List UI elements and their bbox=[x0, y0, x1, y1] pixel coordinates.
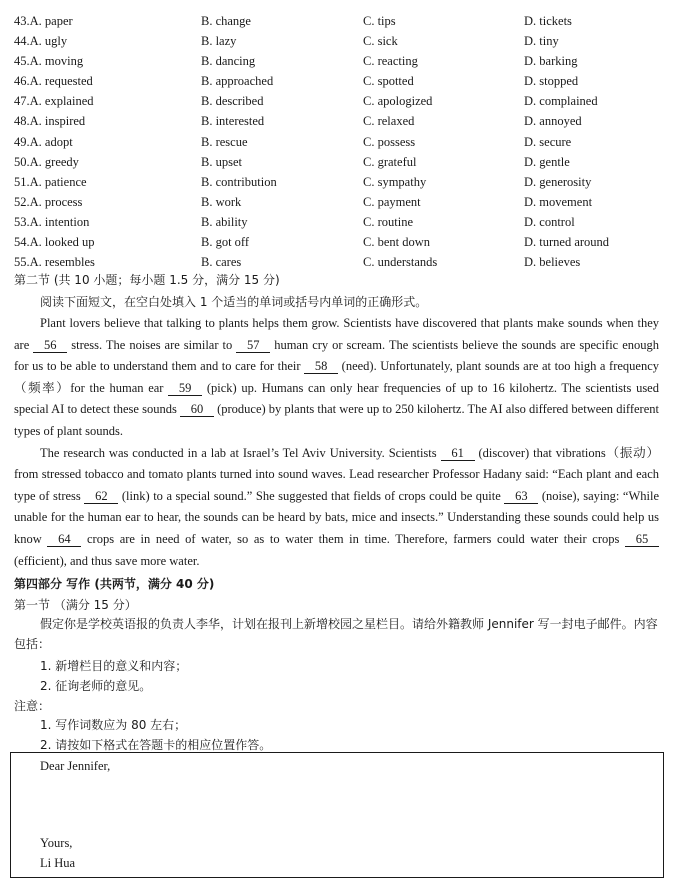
option-d: D. turned around bbox=[524, 235, 610, 250]
option-row bbox=[14, 51, 686, 71]
option-a: 53.A. intention bbox=[14, 214, 90, 229]
option-a: 46.A. requested bbox=[14, 74, 93, 89]
passage-text: (discover) that vibrations（振动）from stressed tobacco and tomato plants turned into sound waves. Lead researcher Professor Hadany said: “Each plant and each type of stress bbox=[14, 445, 659, 503]
letter-closing: Yours, bbox=[40, 836, 73, 850]
note-item-1: 1. 写作词数应为 80 左右； bbox=[40, 718, 187, 732]
blank-62: 62 bbox=[84, 489, 118, 504]
passage-text: (link) to a special sound.” She suggested that fields of crops could be quite bbox=[118, 488, 505, 503]
option-c: C. payment bbox=[363, 194, 421, 209]
option-b: B. contribution bbox=[201, 174, 277, 189]
option-a: 43.A. paper bbox=[14, 14, 73, 28]
option-row bbox=[14, 31, 686, 51]
option-d: D. stopped bbox=[524, 74, 579, 89]
option-b: B. cares bbox=[201, 255, 242, 270]
option-c: C. tips bbox=[363, 14, 396, 28]
passage-text: crops are in need of water, so as to water them in time. Therefore, farmers could water their crops bbox=[81, 531, 625, 546]
option-c: C. understands bbox=[363, 255, 438, 270]
blank-61: 61 bbox=[441, 446, 475, 461]
answer-box[interactable] bbox=[10, 752, 664, 878]
option-c: C. routine bbox=[363, 214, 413, 229]
option-c: C. sick bbox=[363, 34, 398, 49]
option-row bbox=[14, 132, 686, 152]
passage-text: (need). Unfortunately, plant sounds are at too high a frequency（频率）for the human ear bbox=[14, 359, 660, 395]
passage-text: (produce) by plants that were up to 250 kilohertz. The AI also differed between different types of plant sounds. bbox=[14, 402, 659, 438]
option-d: D. secure bbox=[524, 134, 572, 149]
option-row bbox=[14, 172, 686, 192]
blank-57: 57 bbox=[236, 338, 270, 353]
passage-text: (pick) up. Humans can only hear frequencies of up to 16 kilohertz. The scientists used special AI to detect these sounds bbox=[14, 380, 659, 417]
passage-paragraph-2 bbox=[14, 443, 659, 573]
blank-63: 63 bbox=[504, 489, 538, 504]
blank-64: 64 bbox=[47, 532, 81, 547]
passage-text: stress. The noises are similar to bbox=[67, 337, 237, 352]
blank-58: 58 bbox=[304, 359, 338, 374]
option-row bbox=[14, 232, 686, 252]
option-b: B. approached bbox=[201, 74, 274, 89]
note-item-2: 2. 请按如下格式在答题卡的相应位置作答。 bbox=[40, 738, 272, 752]
passage-text: The research was conducted in a lab at Israel’s Tel Aviv University. Scientists bbox=[40, 445, 441, 460]
part4-subheading: 第一节 （满分 15 分） bbox=[14, 598, 137, 612]
option-row bbox=[14, 11, 686, 31]
option-d: D. believes bbox=[524, 255, 581, 270]
part4-heading: 第四部分 写作 (共两节，满分 40 分) bbox=[14, 577, 215, 591]
prompt-item-1: 1. 新增栏目的意义和内容； bbox=[40, 659, 188, 673]
option-d: D. complained bbox=[524, 94, 598, 109]
option-c: C. reacting bbox=[363, 54, 418, 69]
blank-59: 59 bbox=[168, 381, 202, 396]
option-c: C. sympathy bbox=[363, 174, 427, 189]
option-a: 54.A. looked up bbox=[14, 235, 95, 250]
blank-65: 65 bbox=[625, 532, 659, 547]
option-b: B. interested bbox=[201, 114, 265, 129]
option-a: 44.A. ugly bbox=[14, 34, 68, 49]
option-a: 45.A. moving bbox=[14, 54, 84, 69]
option-row bbox=[14, 252, 686, 272]
passage bbox=[14, 313, 659, 572]
note-label: 注意： bbox=[14, 699, 51, 713]
option-row bbox=[14, 91, 686, 111]
cloze-options bbox=[14, 11, 686, 272]
option-d: D. generosity bbox=[524, 174, 592, 189]
option-b: B. dancing bbox=[201, 54, 256, 69]
option-c: C. apologized bbox=[363, 94, 433, 109]
option-b: B. got off bbox=[201, 235, 250, 250]
option-a: 51.A. patience bbox=[14, 174, 87, 189]
option-b: B. upset bbox=[201, 154, 242, 169]
option-c: C. possess bbox=[363, 134, 416, 149]
option-row bbox=[14, 111, 686, 131]
option-a: 55.A. resembles bbox=[14, 255, 95, 270]
letter-signature: Li Hua bbox=[40, 856, 76, 870]
prompt-item-2: 2. 征询老师的意见。 bbox=[40, 679, 152, 693]
option-row bbox=[14, 212, 686, 232]
option-c: C. bent down bbox=[363, 235, 431, 250]
option-b: B. lazy bbox=[201, 34, 237, 49]
passage-text: (efficient), and thus save more water. bbox=[14, 553, 200, 568]
blank-60: 60 bbox=[180, 402, 214, 417]
option-a: 48.A. inspired bbox=[14, 114, 86, 129]
option-a: 47.A. explained bbox=[14, 94, 94, 109]
option-b: B. work bbox=[201, 194, 242, 209]
passage-paragraph-1 bbox=[14, 313, 659, 443]
option-c: C. spotted bbox=[363, 74, 414, 89]
option-b: B. described bbox=[201, 94, 264, 109]
option-d: D. control bbox=[524, 214, 575, 229]
letter-greeting: Dear Jennifer, bbox=[40, 759, 111, 773]
passage-text: human cry or scream. The scientists believe the sounds are specific enough for us to be able to understand them and to care for their bbox=[14, 337, 660, 374]
option-d: D. barking bbox=[524, 54, 578, 69]
option-row bbox=[14, 192, 686, 212]
option-a: 52.A. process bbox=[14, 194, 83, 209]
option-row bbox=[14, 152, 686, 172]
passage-text: Plant lovers believe that talking to plants helps them grow. Scientists have discovered that plants make sounds when they are bbox=[14, 316, 659, 352]
section2-heading: 第二节 (共 10 小题；每小题 1.5 分，满分 15 分) bbox=[14, 273, 280, 287]
option-row bbox=[14, 71, 686, 91]
option-c: C. relaxed bbox=[363, 114, 415, 129]
option-c: C. grateful bbox=[363, 154, 417, 169]
blank-56: 56 bbox=[33, 338, 67, 353]
section2-instruction: 阅读下面短文，在空白处填入 1 个适当的单词或括号内单词的正确形式。 bbox=[40, 295, 428, 309]
writing-prompt: 假定你是学校英语报的负责人李华，计划在报刊上新增校园之星栏目。请给外籍教师 Jennifer 写一封电子邮件。内容包括： bbox=[14, 617, 658, 651]
passage-text: (noise), saying: “While unable for the human ear to hear, the sounds can be heard by bats, mice and insects.” Understanding these sounds could help us know bbox=[14, 488, 659, 546]
option-b: B. ability bbox=[201, 214, 248, 229]
option-b: B. rescue bbox=[201, 134, 248, 149]
option-d: D. annoyed bbox=[524, 114, 582, 129]
option-b: B. change bbox=[201, 14, 251, 28]
option-a: 49.A. adopt bbox=[14, 134, 73, 149]
option-a: 50.A. greedy bbox=[14, 154, 79, 169]
option-d: D. tiny bbox=[524, 34, 559, 49]
option-d: D. tickets bbox=[524, 14, 572, 28]
option-d: D. gentle bbox=[524, 154, 570, 169]
option-d: D. movement bbox=[524, 194, 593, 209]
